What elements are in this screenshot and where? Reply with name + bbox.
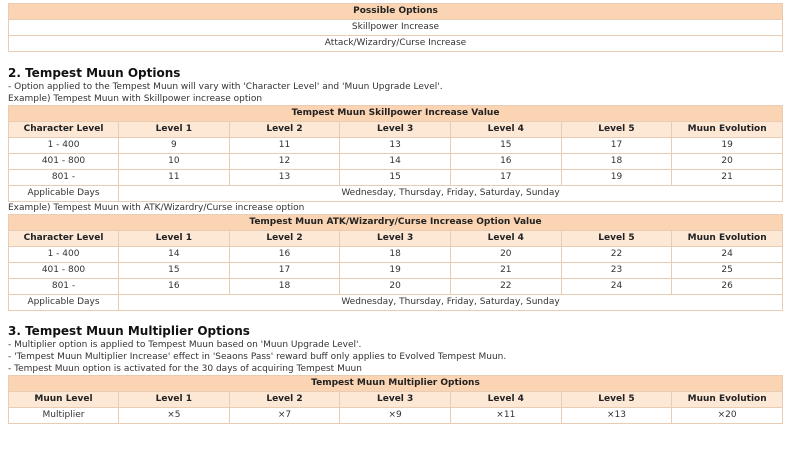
multiplier-table [8,375,783,424]
column-header: Level 2 [229,122,340,138]
column-header: Level 5 [561,231,672,247]
table-row [9,279,783,295]
table-cell: 14 [119,247,230,263]
table-cell: 19 [340,263,451,279]
column-header: Character Level [9,231,119,247]
section-2-note: - Option applied to the Tempest Muun will vary with 'Character Level' and 'Muun Upgrade Level'. [8,82,443,92]
table-cell: 14 [340,154,451,170]
section-3-note: - 'Tempest Muun Multiplier Increase' effect in 'Seaons Pass' reward buff only applies to Evolved Tempest Muun. [8,352,507,362]
page-content [8,3,783,424]
table-cell: 9 [119,138,230,154]
table-cell: ×13 [561,408,672,424]
table-cell: 23 [561,263,672,279]
table-cell: ×11 [450,408,561,424]
column-header: Level 5 [561,122,672,138]
multiplier-table-title: Tempest Muun Multiplier Options [9,376,783,392]
column-header: Muun Evolution [672,392,783,408]
applicable-days-value: Wednesday, Thursday, Friday, Saturday, Sunday [119,186,783,202]
column-header: Level 5 [561,392,672,408]
column-header: Character Level [9,122,119,138]
table-cell: 17 [561,138,672,154]
column-header: Level 1 [119,231,230,247]
table-cell: 401 - 800 [9,263,119,279]
atk-table [8,214,783,311]
column-header: Level 4 [450,392,561,408]
table-cell: 401 - 800 [9,154,119,170]
table-cell: 18 [229,279,340,295]
table-row [9,154,783,170]
table-cell: 801 - [9,279,119,295]
table-row [9,170,783,186]
example-atk: Example) Tempest Muun with ATK/Wizardry/Curse increase option [8,203,305,213]
table-cell: 1 - 400 [9,138,119,154]
applicable-days-label: Applicable Days [9,186,119,202]
table-cell: 17 [450,170,561,186]
possible-options-table [8,3,783,52]
table-cell: 20 [340,279,451,295]
applicable-days-value: Wednesday, Thursday, Friday, Saturday, Sunday [119,295,783,311]
applicable-days-row [9,295,783,311]
column-header: Level 1 [119,122,230,138]
table-cell: 22 [450,279,561,295]
applicable-days-row [9,186,783,202]
table-cell: 20 [672,154,783,170]
possible-option-skillpower: Skillpower Increase [9,20,783,36]
column-header: Level 3 [340,392,451,408]
example-skillpower: Example) Tempest Muun with Skillpower increase option [8,94,263,104]
column-header: Level 4 [450,122,561,138]
skillpower-table [8,105,783,202]
column-header: Level 2 [229,392,340,408]
table-cell: 24 [672,247,783,263]
column-header: Muun Evolution [672,122,783,138]
section-3-note: - Multiplier option is applied to Tempest Muun based on 'Muun Upgrade Level'. [8,340,362,350]
column-header: Level 1 [119,392,230,408]
table-cell: 25 [672,263,783,279]
table-cell: 15 [340,170,451,186]
table-cell: 12 [229,154,340,170]
table-cell: 15 [450,138,561,154]
section-3-note: - Tempest Muun option is activated for the 30 days of acquiring Tempest Muun [8,364,362,374]
table-cell: 16 [119,279,230,295]
column-header: Level 2 [229,231,340,247]
table-cell: 19 [672,138,783,154]
table-cell: 19 [561,170,672,186]
table-cell: 13 [340,138,451,154]
table-cell: ×5 [119,408,230,424]
column-header: Level 4 [450,231,561,247]
table-cell: 22 [561,247,672,263]
table-cell: 20 [450,247,561,263]
table-row [9,138,783,154]
table-cell: 11 [229,138,340,154]
table-cell: 17 [229,263,340,279]
table-cell: 801 - [9,170,119,186]
table-cell: 1 - 400 [9,247,119,263]
table-cell: 18 [561,154,672,170]
atk-table-title: Tempest Muun ATK/Wizardry/Curse Increase Option Value [9,215,783,231]
table-cell: 21 [450,263,561,279]
column-header: Level 3 [340,122,451,138]
table-cell: 15 [119,263,230,279]
table-cell: 18 [340,247,451,263]
table-row [9,247,783,263]
possible-options-header: Possible Options [9,4,783,20]
column-header: Level 3 [340,231,451,247]
possible-option-attack: Attack/Wizardry/Curse Increase [9,36,783,52]
table-cell: ×9 [340,408,451,424]
column-header: Muun Level [9,392,119,408]
table-cell: 13 [229,170,340,186]
table-cell: 26 [672,279,783,295]
table-cell: 16 [229,247,340,263]
table-row [9,408,783,424]
table-cell: 21 [672,170,783,186]
table-row [9,263,783,279]
table-cell: ×20 [672,408,783,424]
section-2-title: 2. Tempest Muun Options [8,66,181,80]
applicable-days-label: Applicable Days [9,295,119,311]
column-header: Muun Evolution [672,231,783,247]
section-3-title: 3. Tempest Muun Multiplier Options [8,324,250,338]
table-cell: 24 [561,279,672,295]
table-cell: ×7 [229,408,340,424]
table-cell: Multiplier [9,408,119,424]
table-cell: 16 [450,154,561,170]
table-cell: 11 [119,170,230,186]
skillpower-table-title: Tempest Muun Skillpower Increase Value [9,106,783,122]
table-cell: 10 [119,154,230,170]
